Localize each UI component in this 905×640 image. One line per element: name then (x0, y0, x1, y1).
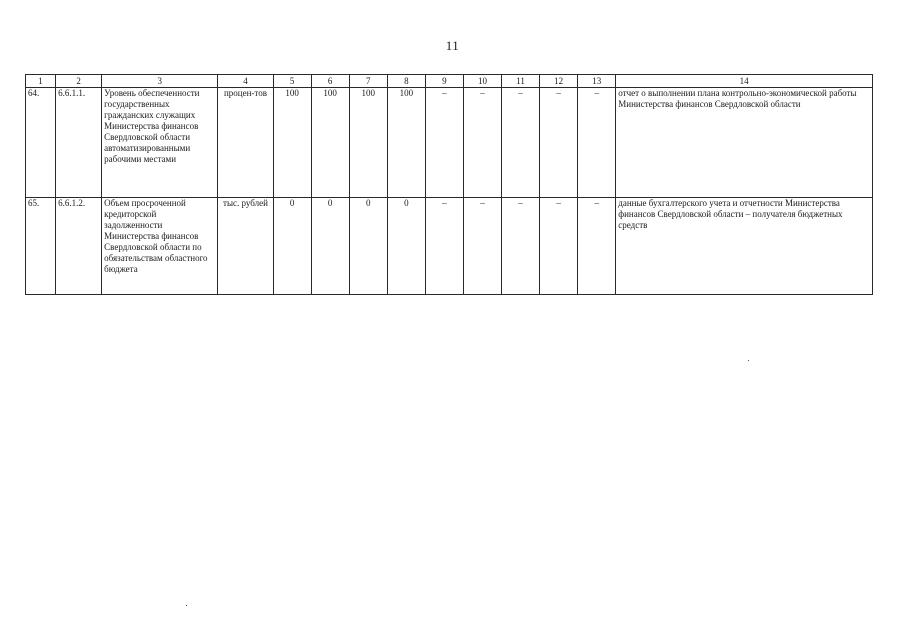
value-cell: – (540, 88, 578, 198)
header-cell: 9 (425, 75, 463, 88)
header-cell: 12 (540, 75, 578, 88)
value-cell: 100 (349, 88, 387, 198)
header-cell: 6 (311, 75, 349, 88)
value-cell: 0 (387, 198, 425, 295)
header-cell: 3 (102, 75, 218, 88)
unit-cell: тыс. рублей (218, 198, 273, 295)
header-cell: 11 (502, 75, 540, 88)
header-cell: 8 (387, 75, 425, 88)
source-cell: данные бухгалтерского учета и отчетности Министерства финансов Свердловской области – получателя бюджетных средств (616, 198, 873, 295)
header-cell: 7 (349, 75, 387, 88)
value-cell: – (425, 198, 463, 295)
scan-speck (186, 605, 187, 606)
scan-speck (748, 360, 749, 361)
value-cell: – (463, 198, 501, 295)
value-cell: – (578, 88, 616, 198)
table-row (26, 198, 873, 295)
value-cell: – (502, 88, 540, 198)
value-cell: – (540, 198, 578, 295)
header-cell: 1 (26, 75, 56, 88)
header-cell: 4 (218, 75, 273, 88)
header-cell: 5 (273, 75, 311, 88)
unit-cell: процен-тов (218, 88, 273, 198)
row-number: 65. (26, 198, 56, 295)
indicator-name: Объем просроченной кредиторской задолженности Министерства финансов Свердловской области по обязательствам областного бюджета (102, 198, 218, 295)
row-number: 64. (26, 88, 56, 198)
header-cell: 13 (578, 75, 616, 88)
value-cell: – (578, 198, 616, 295)
indicator-name: Уровень обеспеченности государственных гражданских служащих Министерства финансов Свердловской области автоматизированными рабочими местами (102, 88, 218, 198)
source-cell: отчет о выполнении плана контрольно-экономической работы Министерства финансов Свердловской области (616, 88, 873, 198)
indicators-table (25, 74, 873, 295)
value-cell: – (463, 88, 501, 198)
header-cell: 14 (616, 75, 873, 88)
header-cell: 10 (463, 75, 501, 88)
row-code: 6.6.1.2. (56, 198, 102, 295)
value-cell: – (502, 198, 540, 295)
page-number: 11 (445, 38, 460, 53)
value-cell: 0 (311, 198, 349, 295)
value-cell: – (425, 88, 463, 198)
value-cell: 0 (349, 198, 387, 295)
header-row (26, 75, 873, 88)
value-cell: 0 (273, 198, 311, 295)
value-cell: 100 (273, 88, 311, 198)
header-cell: 2 (56, 75, 102, 88)
table-row (26, 88, 873, 198)
value-cell: 100 (311, 88, 349, 198)
row-code: 6.6.1.1. (56, 88, 102, 198)
value-cell: 100 (387, 88, 425, 198)
